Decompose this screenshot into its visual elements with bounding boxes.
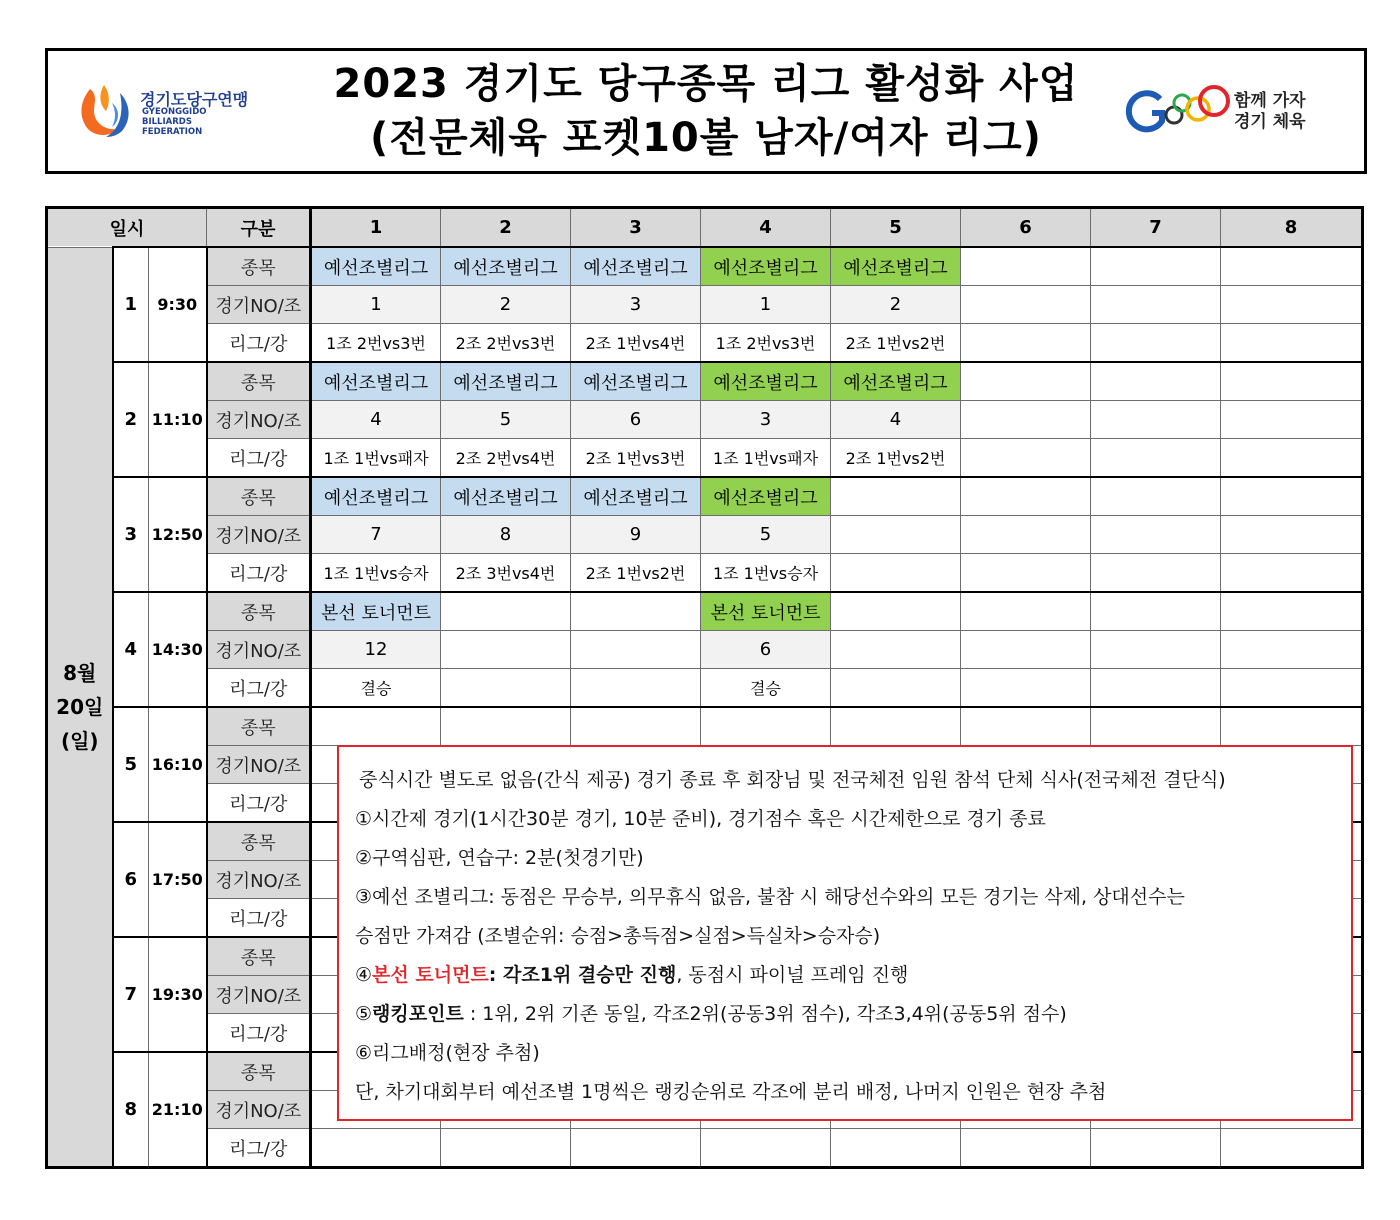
court-event-cell: 예선조별리그 <box>441 477 571 516</box>
empty-cell <box>571 669 701 708</box>
notice-line-6-cont: 단, 차기대회부터 예선조별 1명씩은 랭킹순위로 각조에 분리 배정, 나머지 인원은 현장 추첨 <box>355 1081 1107 1103</box>
head-court-7: 7 <box>1091 208 1221 248</box>
gyeonggi-sports-logo <box>1122 77 1322 143</box>
row-label-game_no: 경기NO/조 <box>207 861 311 899</box>
court-game-cell: 1 <box>311 286 441 324</box>
empty-cell <box>831 477 961 516</box>
notice-line-5 <box>355 995 1351 1034</box>
empty-cell <box>1091 247 1221 286</box>
slot-time: 16:10 <box>149 707 207 822</box>
slot-time: 12:50 <box>149 477 207 592</box>
notice-5-rest: : 1위, 2위 기존 동일, 각조2위(공동3위 점수), 각조3,4위(공동5위 점수) <box>463 1003 1067 1025</box>
court-game-cell: 8 <box>441 516 571 554</box>
empty-cell <box>1221 554 1363 593</box>
court-game-cell: 2 <box>441 286 571 324</box>
empty-cell <box>311 1129 441 1168</box>
table-head-row <box>47 208 1363 248</box>
head-court-4: 4 <box>701 208 831 248</box>
empty-cell <box>1091 1129 1221 1168</box>
notice-4-rest: , 동점시 파이널 프레임 진행 <box>676 964 909 986</box>
table-row <box>47 439 1363 478</box>
row-label-event: 종목 <box>207 937 311 976</box>
head-court-8: 8 <box>1221 208 1363 248</box>
table-row <box>47 669 1363 708</box>
court-league-cell: 1조 2번vs3번 <box>311 324 441 363</box>
notice-line-6: ⑥리그배정(현장 추첨) <box>355 1042 540 1064</box>
row-label-league: 리그/강 <box>207 669 311 708</box>
court-league-cell: 2조 3번vs4번 <box>441 554 571 593</box>
empty-cell <box>1221 362 1363 401</box>
court-game-cell: 5 <box>441 401 571 439</box>
court-event-cell: 예선조별리그 <box>311 477 441 516</box>
court-game-cell: 3 <box>701 401 831 439</box>
court-league-cell: 1조 1번vs승자 <box>701 554 831 593</box>
slot-number: 3 <box>113 477 149 592</box>
empty-cell <box>961 324 1091 363</box>
table-row <box>47 707 1363 746</box>
court-game-cell: 7 <box>311 516 441 554</box>
row-label-event: 종목 <box>207 1052 311 1091</box>
notice-4-red-label: 본선 토너먼트 <box>372 964 489 986</box>
empty-cell <box>441 1129 571 1168</box>
table-row <box>47 1129 1363 1168</box>
table-row <box>47 516 1363 554</box>
notice-4-colon: : <box>488 964 504 986</box>
row-label-league: 리그/강 <box>207 554 311 593</box>
row-label-event: 종목 <box>207 477 311 516</box>
head-court-2: 2 <box>441 208 571 248</box>
row-label-league: 리그/강 <box>207 324 311 363</box>
court-league-cell: 2조 1번vs2번 <box>571 554 701 593</box>
row-label-event: 종목 <box>207 822 311 861</box>
slot-time: 21:10 <box>149 1052 207 1168</box>
notice-line-1: ①시간제 경기(1시간30분 경기, 10분 준비), 경기점수 혹은 시간제한으로 경기 종료 <box>355 808 1047 830</box>
row-label-event: 종목 <box>207 247 311 286</box>
row-label-event: 종목 <box>207 707 311 746</box>
empty-cell <box>701 707 831 746</box>
empty-cell <box>1221 286 1363 324</box>
empty-cell <box>961 707 1091 746</box>
row-label-game_no: 경기NO/조 <box>207 976 311 1014</box>
slot-number: 7 <box>113 937 149 1052</box>
empty-cell <box>831 631 961 669</box>
court-league-cell: 2조 1번vs2번 <box>831 324 961 363</box>
empty-cell <box>961 592 1091 631</box>
row-label-league: 리그/강 <box>207 899 311 938</box>
empty-cell <box>961 554 1091 593</box>
table-row <box>47 401 1363 439</box>
court-event-cell: 예선조별리그 <box>441 362 571 401</box>
empty-cell <box>1221 516 1363 554</box>
empty-cell <box>441 707 571 746</box>
empty-cell <box>571 631 701 669</box>
empty-cell <box>571 1129 701 1168</box>
notice-5-prefix: ⑤ <box>355 1003 373 1025</box>
row-label-game_no: 경기NO/조 <box>207 401 311 439</box>
empty-cell <box>831 592 961 631</box>
table-row <box>47 286 1363 324</box>
court-league-cell: 2조 2번vs3번 <box>441 324 571 363</box>
title-line-1: 2023 경기도 당구종목 리그 활성화 사업 <box>333 61 1079 107</box>
head-court-5: 5 <box>831 208 961 248</box>
slot-number: 5 <box>113 707 149 822</box>
court-league-cell: 결승 <box>311 669 441 708</box>
empty-cell <box>441 592 571 631</box>
notice-line-lunch: 중식시간 별도로 없음(간식 제공) 경기 종료 후 회장님 및 전국체전 임원 참석 단체 식사(전국체전 결단식) <box>359 769 1226 791</box>
go-rings-icon <box>1122 79 1234 143</box>
court-event-cell: 예선조별리그 <box>571 247 701 286</box>
table-row <box>47 631 1363 669</box>
empty-cell <box>1221 592 1363 631</box>
slot-time: 11:10 <box>149 362 207 477</box>
table-row <box>47 477 1363 516</box>
empty-cell <box>1091 286 1221 324</box>
court-event-cell: 예선조별리그 <box>701 247 831 286</box>
empty-cell <box>1221 401 1363 439</box>
empty-cell <box>831 554 961 593</box>
head-type: 구분 <box>207 208 311 248</box>
document-header <box>45 48 1367 174</box>
court-event-cell: 예선조별리그 <box>311 362 441 401</box>
court-event-cell: 예선조별리그 <box>701 477 831 516</box>
empty-cell <box>701 1129 831 1168</box>
court-game-cell: 1 <box>701 286 831 324</box>
slogan-text: 함께 가자 경기 체육 <box>1234 91 1306 132</box>
court-event-cell: 예선조별리그 <box>571 477 701 516</box>
title-line-2: (전문체육 포켓10볼 남자/여자 리그) <box>370 115 1042 161</box>
row-label-league: 리그/강 <box>207 439 311 478</box>
empty-cell <box>1091 707 1221 746</box>
row-label-league: 리그/강 <box>207 1014 311 1053</box>
empty-cell <box>961 247 1091 286</box>
court-league-cell: 1조 1번vs승자 <box>311 554 441 593</box>
empty-cell <box>1221 439 1363 478</box>
date-cell: 8월 20일 (일) <box>47 247 113 1168</box>
court-game-cell: 5 <box>701 516 831 554</box>
empty-cell <box>831 1129 961 1168</box>
slot-time: 19:30 <box>149 937 207 1052</box>
federation-name-en: GYEONGGIDO BILLIARDS FEDERATION <box>142 107 207 137</box>
row-label-game_no: 경기NO/조 <box>207 1091 311 1129</box>
notice-5-bold: 랭킹포인트 <box>372 1003 464 1025</box>
table-row <box>47 362 1363 401</box>
empty-cell <box>961 439 1091 478</box>
slot-number: 1 <box>113 247 149 362</box>
row-label-game_no: 경기NO/조 <box>207 746 311 784</box>
empty-cell <box>441 669 571 708</box>
court-league-cell: 2조 1번vs3번 <box>571 439 701 478</box>
table-row <box>47 554 1363 593</box>
empty-cell <box>1221 247 1363 286</box>
empty-cell <box>961 631 1091 669</box>
court-league-cell: 1조 1번vs패자 <box>701 439 831 478</box>
empty-cell <box>1091 401 1221 439</box>
court-league-cell: 2조 2번vs4번 <box>441 439 571 478</box>
table-row <box>47 247 1363 286</box>
notice-box <box>337 745 1353 1121</box>
court-league-cell: 1조 1번vs패자 <box>311 439 441 478</box>
empty-cell <box>961 286 1091 324</box>
empty-cell <box>831 707 961 746</box>
empty-cell <box>1091 669 1221 708</box>
row-label-event: 종목 <box>207 362 311 401</box>
court-league-cell: 2조 1번vs4번 <box>571 324 701 363</box>
empty-cell <box>571 592 701 631</box>
row-label-league: 리그/강 <box>207 784 311 823</box>
notice-line-4 <box>355 956 1351 995</box>
court-event-cell: 예선조별리그 <box>701 362 831 401</box>
federation-name-ko: 경기도당구연맹 <box>140 90 249 109</box>
row-label-event: 종목 <box>207 592 311 631</box>
empty-cell <box>1221 669 1363 708</box>
empty-cell <box>961 516 1091 554</box>
empty-cell <box>961 401 1091 439</box>
court-event-cell: 본선 토너먼트 <box>701 592 831 631</box>
empty-cell <box>831 669 961 708</box>
row-label-league: 리그/강 <box>207 1129 311 1168</box>
notice-line-2: ②구역심판, 연습구: 2분(첫경기만) <box>355 847 644 869</box>
empty-cell <box>1221 1129 1363 1168</box>
head-court-6: 6 <box>961 208 1091 248</box>
court-league-cell: 1조 2번vs3번 <box>701 324 831 363</box>
row-label-game_no: 경기NO/조 <box>207 631 311 669</box>
table-row <box>47 592 1363 631</box>
head-court-3: 3 <box>571 208 701 248</box>
head-date: 일시 <box>47 208 207 248</box>
court-event-cell: 예선조별리그 <box>831 362 961 401</box>
empty-cell <box>1221 324 1363 363</box>
empty-cell <box>571 707 701 746</box>
notice-4-prefix: ④ <box>355 964 373 986</box>
empty-cell <box>961 669 1091 708</box>
court-game-cell: 4 <box>311 401 441 439</box>
court-game-cell: 3 <box>571 286 701 324</box>
court-game-cell: 6 <box>571 401 701 439</box>
slot-number: 8 <box>113 1052 149 1168</box>
empty-cell <box>1091 631 1221 669</box>
notice-line-3: ③예선 조별리그: 동점은 무승부, 의무휴식 없음, 불참 시 해당선수와의 모든 경기는 삭제, 상대선수는 <box>355 886 1185 908</box>
empty-cell <box>1091 516 1221 554</box>
table-row <box>47 324 1363 363</box>
court-league-cell: 결승 <box>701 669 831 708</box>
empty-cell <box>1091 554 1221 593</box>
court-event-cell: 예선조별리그 <box>311 247 441 286</box>
empty-cell <box>961 477 1091 516</box>
empty-cell <box>1091 477 1221 516</box>
empty-cell <box>961 362 1091 401</box>
court-event-cell: 예선조별리그 <box>571 362 701 401</box>
slot-time: 9:30 <box>149 247 207 362</box>
row-label-game_no: 경기NO/조 <box>207 286 311 324</box>
slot-time: 17:50 <box>149 822 207 937</box>
empty-cell <box>1091 439 1221 478</box>
court-game-cell: 9 <box>571 516 701 554</box>
court-game-cell: 12 <box>311 631 441 669</box>
empty-cell <box>1221 707 1363 746</box>
notice-4-bold: 각조1위 결승만 진행 <box>503 964 677 986</box>
court-league-cell: 2조 1번vs2번 <box>831 439 961 478</box>
slot-number: 2 <box>113 362 149 477</box>
empty-cell <box>831 516 961 554</box>
empty-cell <box>961 1129 1091 1168</box>
row-label-game_no: 경기NO/조 <box>207 516 311 554</box>
court-event-cell: 본선 토너먼트 <box>311 592 441 631</box>
head-court-1: 1 <box>311 208 441 248</box>
court-game-cell: 6 <box>701 631 831 669</box>
court-game-cell: 2 <box>831 286 961 324</box>
court-game-cell: 4 <box>831 401 961 439</box>
empty-cell <box>1091 324 1221 363</box>
empty-cell <box>311 707 441 746</box>
empty-cell <box>1091 592 1221 631</box>
empty-cell <box>1221 631 1363 669</box>
empty-cell <box>1221 477 1363 516</box>
empty-cell <box>441 631 571 669</box>
empty-cell <box>1091 362 1221 401</box>
court-event-cell: 예선조별리그 <box>831 247 961 286</box>
slot-number: 4 <box>113 592 149 707</box>
notice-line-3-cont: 승점만 가져감 (조별순위: 승점>총득점>실점>득실차>승자승) <box>355 925 881 947</box>
slot-time: 14:30 <box>149 592 207 707</box>
slot-number: 6 <box>113 822 149 937</box>
court-event-cell: 예선조별리그 <box>441 247 571 286</box>
